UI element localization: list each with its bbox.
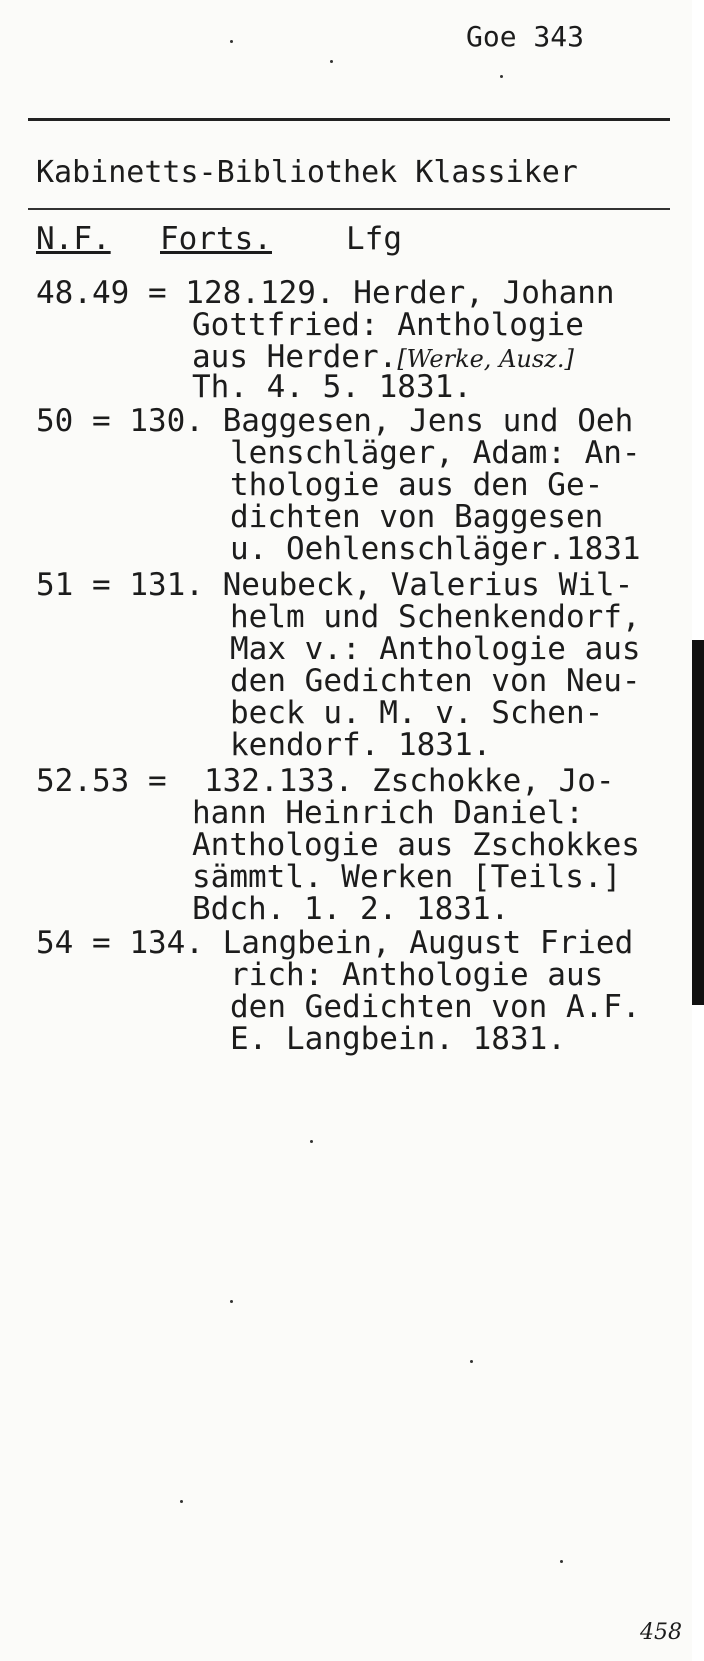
column-header-lfg: Lfg xyxy=(346,221,402,257)
entry-herder-line-1: 48.49 = 128.129. Herder, Johann xyxy=(36,275,615,311)
entry-baggesen-line-3: thologie aus den Ge- xyxy=(230,467,604,503)
top-rule xyxy=(28,118,670,121)
call-number: Goe 343 xyxy=(466,20,585,53)
entry-langbein-line-3: den Gedichten von A.F. xyxy=(230,989,641,1025)
entry-langbein-line-1: 54 = 134. Langbein, August Fried xyxy=(36,925,634,961)
scan-speck xyxy=(330,60,333,63)
entry-zschokke-line-3: Anthologie aus Zschokkes xyxy=(192,827,640,863)
scan-speck xyxy=(310,1140,313,1143)
handwritten-footer-mark: 458 xyxy=(640,1620,682,1645)
series-title: Kabinetts-Bibliothek Klassiker xyxy=(36,155,578,190)
scan-speck xyxy=(500,75,503,78)
entry-baggesen-line-2: lenschläger, Adam: An- xyxy=(230,435,641,471)
entry-baggesen-line-5: u. Oehlenschläger.1831 xyxy=(230,531,641,567)
entry-zschokke-line-1: 52.53 = 132.133. Zschokke, Jo- xyxy=(36,763,615,799)
handwritten-note: [Werke, Ausz.] xyxy=(397,345,574,373)
entry-herder-line-2: Gottfried: Anthologie xyxy=(192,307,584,343)
entry-langbein-line-4: E. Langbein. 1831. xyxy=(230,1021,566,1057)
scan-edge-shadow xyxy=(692,640,704,1005)
entry-neubeck-line-6: kendorf. 1831. xyxy=(230,727,492,763)
entry-zschokke-line-2: hann Heinrich Daniel: xyxy=(192,795,584,831)
entry-zschokke-line-5: Bdch. 1. 2. 1831. xyxy=(192,891,510,927)
entry-zschokke-line-4: sämmtl. Werken [Teils.] xyxy=(192,859,622,895)
entry-neubeck-line-3: Max v.: Anthologie aus xyxy=(230,631,641,667)
header-rule xyxy=(28,208,670,210)
entry-neubeck-line-1: 51 = 131. Neubeck, Valerius Wil- xyxy=(36,567,634,603)
entry-baggesen-line-4: dichten von Baggesen xyxy=(230,499,604,535)
scan-speck xyxy=(230,1300,233,1303)
column-header-forts: Forts. xyxy=(160,221,272,257)
scan-speck xyxy=(470,1360,473,1363)
scan-speck xyxy=(230,40,233,43)
entry-herder-line-3: aus Herder.[Werke, Ausz.] xyxy=(192,339,574,375)
scan-speck xyxy=(180,1500,183,1503)
entry-neubeck-line-4: den Gedichten von Neu- xyxy=(230,663,641,699)
entry-herder-line-4: Th. 4. 5. 1831. xyxy=(192,369,472,405)
entry-langbein-line-2: rich: Anthologie aus xyxy=(230,957,604,993)
entry-neubeck-line-5: beck u. M. v. Schen- xyxy=(230,695,604,731)
column-header-nf: N.F. xyxy=(36,221,111,257)
entry-baggesen-line-1: 50 = 130. Baggesen, Jens und Oeh xyxy=(36,403,634,439)
entry-neubeck-line-2: helm und Schenkendorf, xyxy=(230,599,641,635)
scan-speck xyxy=(560,1560,563,1563)
